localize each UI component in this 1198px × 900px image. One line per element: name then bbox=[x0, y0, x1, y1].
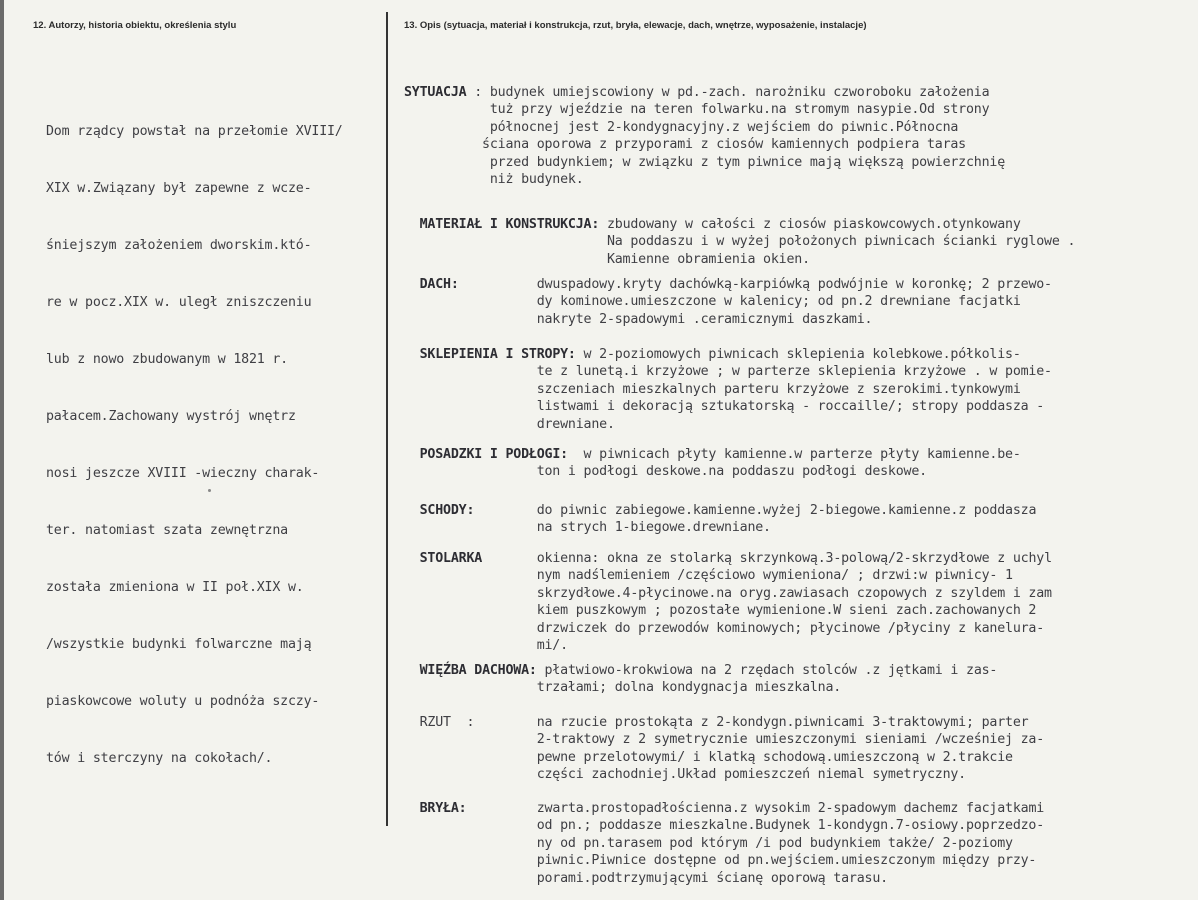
description-line: MATERIAŁ I KONSTRUKCJA: zbudowany w całości z ciosów piaskowcowych.otynkowany bbox=[419, 217, 1021, 232]
description-line: przed budynkiem; w związku z tym piwnice mają większą powierzchnię bbox=[404, 154, 1006, 170]
history-line: nosi jeszcze XVIII -wieczny charak- bbox=[46, 466, 320, 481]
description-line: drewniane. bbox=[404, 416, 615, 432]
description-line: POSADZKI I PODŁOGI: w piwnicach płyty kamienne.w parterze płyty kamienne.be- bbox=[419, 447, 1021, 462]
section-label: POSADZKI I PODŁOGI: bbox=[419, 447, 568, 462]
description-section bbox=[404, 502, 1036, 537]
description-line: SYTUACJA : budynek umiejscowiony w pd.-zach. narożniku czworoboku założenia bbox=[404, 85, 990, 100]
header-authors-history: 12. Autorzy, historia obiektu, określenia stylu bbox=[33, 20, 237, 31]
description-section bbox=[404, 714, 1044, 784]
history-line: /wszystkie budynki folwarczne mają bbox=[46, 637, 312, 652]
column-divider bbox=[386, 12, 388, 826]
description-line: dy kominowe.umieszczone w kalenicy; od pn.2 drewniane facjatki bbox=[404, 294, 1021, 310]
description-line: piwnic.Piwnice dostępne od pn.wejściem.umieszczonym między przy- bbox=[404, 853, 1037, 869]
description-line: niż budynek. bbox=[404, 172, 584, 188]
description-line: nakryte 2-spadowymi .ceramicznymi daszkami. bbox=[404, 311, 873, 327]
history-text bbox=[46, 84, 343, 787]
description-line: pewne przelotowymi/ i klatką schodową.umieszczoną w 2.trakcie bbox=[404, 749, 1013, 765]
description-line: nym nadślemieniem /częściowo wymieniona/ ; drzwi:w piwnicy- 1 bbox=[404, 568, 1013, 584]
section-label: SYTUACJA bbox=[404, 85, 467, 100]
description-line: RZUT : na rzucie prostokąta z 2-kondygn.piwnicami 3-traktowymi; parter bbox=[404, 715, 1029, 730]
description-line: porami.podtrzymującymi ścianę oporową tarasu. bbox=[404, 870, 888, 886]
description-line: listwami i dekoracją sztukatorską - roccaille/; stropy poddasza - bbox=[404, 399, 1045, 415]
header-description: 13. Opis (sytuacja, materiał i konstrukcja, rzut, bryła, elewacje, dach, wnętrze, wyposażenie, instalacje) bbox=[404, 20, 867, 31]
history-line: Dom rządcy powstał na przełomie XVIII/ bbox=[46, 124, 343, 139]
description-line: ny od pn.tarasem pod którym /i pod budynkiem także/ 2-poziomy bbox=[404, 835, 1013, 851]
description-line: skrzydłowe.4-płycinowe.na oryg.zawiasach czopowych z szyldem i zam bbox=[404, 585, 1052, 601]
history-line: lub z nowo zbudowanym w 1821 r. bbox=[46, 352, 288, 367]
description-line: trzałami; dolna kondygnacja mieszkalna. bbox=[404, 680, 842, 696]
section-label: SCHODY: bbox=[419, 503, 475, 518]
history-line: została zmieniona w II poł.XIX w. bbox=[46, 580, 304, 595]
description-line: BRYŁA: zwarta.prostopadłościenna.z wysokim 2-spadowym dachemz facjatkami bbox=[419, 801, 1045, 816]
description-line: STOLARKA okienna: okna ze stolarką skrzynkową.3-polową/2-skrzydłowe z uchyl bbox=[419, 551, 1052, 566]
description-line: ton i podłogi deskowe.na poddaszu podłogi deskowe. bbox=[404, 464, 927, 480]
description-line: kiem puszkowym ; pozostałe wymienione.W sieni zach.zachowanych 2 bbox=[404, 603, 1037, 619]
history-line: ter. natomiast szata zewnętrzna bbox=[46, 523, 288, 538]
section-label: WIĘŹBA DACHOWA: bbox=[419, 663, 537, 678]
description-section bbox=[404, 84, 1005, 188]
history-line: XIX w.Związany był zapewne z wcze- bbox=[46, 181, 312, 196]
description-section bbox=[404, 216, 1075, 268]
description-line: północnej jest 2-kondygnacyjny.z wejściem do piwnic.Północna bbox=[404, 119, 959, 135]
description-line: na strych 1-biegowe.drewniane. bbox=[404, 520, 771, 536]
description-line: SKLEPIENIA I STROPY: w 2-poziomowych piwnicach sklepienia kolebkowe.półkolis- bbox=[419, 347, 1021, 362]
description-line: części zachodniej.Układ pomieszczeń niemal symetryczny. bbox=[404, 767, 966, 783]
description-line: te z lunetą.i krzyżowe ; w parterze sklepienia krzyżowe . w pomie- bbox=[404, 364, 1052, 380]
description-section bbox=[404, 276, 1052, 328]
description-line: mi/. bbox=[404, 638, 568, 654]
description-line: DACH: dwuspadowy.kryty dachówką-karpiówką podwójnie w koronkę; 2 przewo- bbox=[419, 277, 1052, 292]
description-line: ściana oporowa z przyporami z ciosów kamiennych podpiera taras bbox=[404, 137, 966, 153]
description-section bbox=[404, 550, 1052, 654]
section-label: SKLEPIENIA I STROPY: bbox=[419, 347, 576, 362]
history-line: tów i sterczyny na cokołach/. bbox=[46, 751, 273, 766]
description-section bbox=[404, 800, 1044, 887]
description-line: szczeniach mieszkalnych parteru krzyżowe z szerokimi.tynkowymi bbox=[404, 381, 1021, 397]
history-line: pałacem.Zachowany wystrój wnętrz bbox=[46, 409, 296, 424]
section-label: STOLARKA bbox=[419, 551, 483, 566]
description-section bbox=[404, 662, 997, 697]
paper-speck bbox=[208, 489, 211, 492]
description-line: od pn.; poddasze mieszkalne.Budynek 1-kondygn.7-osiowy.poprzedzo- bbox=[404, 818, 1045, 834]
description-line: SCHODY: do piwnic zabiegowe.kamienne.wyżej 2-biegowe.kamienne.z poddasza bbox=[419, 503, 1037, 518]
section-label: BRYŁA: bbox=[419, 801, 467, 816]
description-line: Kamienne obramienia okien. bbox=[404, 251, 810, 267]
section-label: MATERIAŁ I KONSTRUKCJA: bbox=[419, 217, 600, 232]
history-line: piaskowcowe woluty u podnóża szczy- bbox=[46, 694, 320, 709]
description-section bbox=[404, 446, 1021, 481]
history-line: re w pocz.XIX w. uległ zniszczeniu bbox=[46, 295, 312, 310]
description-section bbox=[404, 346, 1052, 433]
description-line: drzwiczek do przewodów kominowych; płycinowe /płyciny z kanelura- bbox=[404, 620, 1045, 636]
description-line: WIĘŹBA DACHOWA: płatwiowo-krokwiowa na 2 rzędach stolców .z jętkami i zas- bbox=[419, 663, 998, 678]
description-line: 2-traktowy z 2 symetrycznie umieszczonymi sieniami /wcześniej za- bbox=[404, 732, 1045, 748]
page-left-edge bbox=[0, 0, 4, 900]
description-line: tuż przy wjeździe na teren folwarku.na stromym nasypie.Od strony bbox=[404, 102, 990, 118]
description-line: Na poddaszu i w wyżej położonych piwnicach ścianki ryglowe . bbox=[404, 234, 1076, 250]
section-label: DACH: bbox=[419, 277, 459, 292]
history-line: śniejszym założeniem dworskim.któ- bbox=[46, 238, 312, 253]
